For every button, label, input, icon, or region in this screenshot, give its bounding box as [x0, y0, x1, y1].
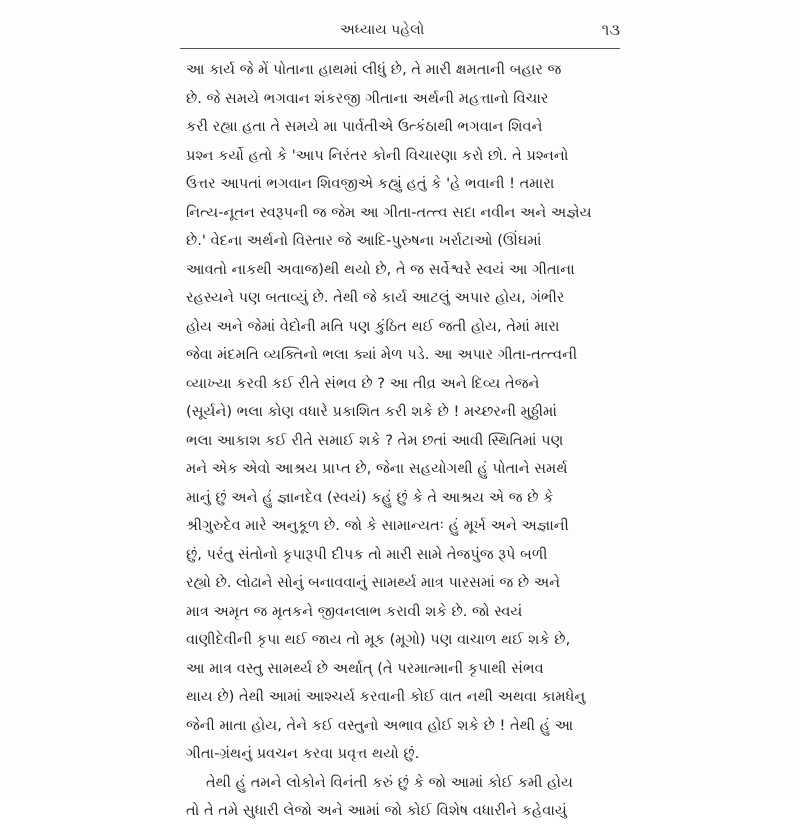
text-line: માત્ર અમૃત જ મૃતકને જીવનલાભ કરાવી શકે છે. જો સ્વયં — [186, 602, 523, 620]
text-line: જેવા મંદમતિ વ્યક્તિનો ભલા ક્યાં મેળ પડે. આ અપાર ગીતા-તત્ત્વની — [186, 346, 578, 363]
page-number: ૧૩ — [601, 20, 620, 39]
text-line: રહ્યો છે. લોઢાને સોનું બનાવવાનું સામર્થ્ય માત્ર પારસમાં જ છે અને — [186, 574, 561, 591]
text-line: શ્રીગુરુદેવ મારે અનુકૂળ છે. જો કે સામાન્યતઃ હું મૂર્ખ અને અજ્ઞાની — [186, 517, 569, 534]
text-line: (સૂર્યને) ભલા કોણ વધારે પ્રકાશિત કરી શકે છે ! મચ્છરની મુઠ્ઠીમાં — [186, 403, 557, 420]
text-line: પ્રશ્ન કર્યો હતો કે 'આપ નિરંતર કોની વિચારણા કરો છો. તે પ્રશ્નનો — [186, 146, 569, 164]
text-line: છું, પરંતુ સંતોનો કૃપારૂપી દીપક તો મારી સામે તેજપુંજ રૂપે બળી — [186, 545, 548, 563]
text-line: છે. જે સમયે ભગવાન શંકરજી ગીતાના અર્થની મહત્તાનો વિચાર — [186, 89, 549, 107]
text-line: મને એક એવો આશ્રય પ્રાપ્ત છે, જેના સહયોગથી હું પોતાને સમર્થ — [186, 460, 568, 477]
text-line: આ કાર્ય જે મેં પોતાના હાથમાં લીધું છે, તે મારી ક્ષમતાની બહાર જ — [186, 61, 562, 78]
text-line: આ માત્ર વસ્તુ સામર્થ્ય છે અર્થાત્ (તે પરમાત્માની કૃપાથી સંભવ — [186, 659, 544, 677]
chapter-title: અધ્યાય પહેલો — [340, 22, 425, 38]
text-line: વાણીદેવીની કૃપા થઈ જાય તો મૂક (મૂગો) પણ વાચાળ થઈ શકે છે, — [186, 631, 571, 648]
text-line: થાય છે) તેથી આમાં આશ્ચર્ય કરવાની કોઈ વાત નથી અથવા કામધેનુ — [186, 688, 586, 705]
text-line: ઉત્તર આપતાં ભગવાન શિવજીએ કહ્યું હતું કે 'હે ભવાની ! તમારા — [186, 175, 555, 192]
text-line: રહસ્યને પણ બતાવ્યું છે. તેથી જે કાર્ય આટલું અપાર હોય, ગંભીર — [186, 289, 565, 306]
text-line: માનું છું અને હું જ્ઞાનદેવ (સ્વયં) કહું છું કે તે આશ્રય એ જ છે કે — [186, 488, 554, 506]
text-line: આવતો નાકથી અવાજ)થી થયો છે, તે જ સર્વેશ્વરે સ્વયં આ ગીતાના — [186, 260, 575, 278]
body-text — [186, 56, 614, 826]
text-line: તો તે તમે સુધારી લેજો અને આમાં જો કોઈ વિશેષ વધારીને કહેવાયું — [186, 802, 567, 819]
text-line: વ્યાખ્યા કરવી કઈ રીતે સંભવ છે ? આ તીવ્ર અને દિવ્ય તેજને — [186, 374, 540, 392]
text-line: તેથી હું તમને લોકોને વિનંતી કરું છું કે જો આમાં કોઈ કમી હોય — [206, 773, 574, 791]
text-line: ભલા આકાશ કઈ રીતે સમાઈ શકે ? તેમ છતાં આવી સ્થિતિમાં પણ — [186, 431, 564, 449]
header-divider — [180, 48, 620, 49]
text-line: ગીતા-ગ્રંથનું પ્રવચન કરવા પ્રવૃત્ત થયો છું. — [186, 745, 420, 762]
page-header — [180, 20, 620, 48]
text-line: છે.' વેદના અર્થનો વિસ્તાર જે આદિ-પુરુષના ખર્રાટાઓ (ઊંઘમાં — [186, 232, 542, 249]
text-line: નિત્ય-નૂતન સ્વરૂપની જ જેમ આ ગીતા-તત્ત્વ સદા નવીન અને અજ્ઞેય — [186, 203, 592, 221]
text-line: હોય અને જેમાં વેદોની મતિ પણ કુંઠિત થઈ જતી હોય, તેમાં મારા — [186, 317, 560, 335]
text-line: કરી રહ્યા હતા તે સમયે મા પાર્વતીએ ઉત્કંઠાથી ભગવાન શિવને — [186, 118, 543, 135]
text-line: જેની માતા હોય, તેને કઈ વસ્તુનો અભાવ હોઈ શકે છે ! તેથી હું આ — [186, 716, 574, 734]
